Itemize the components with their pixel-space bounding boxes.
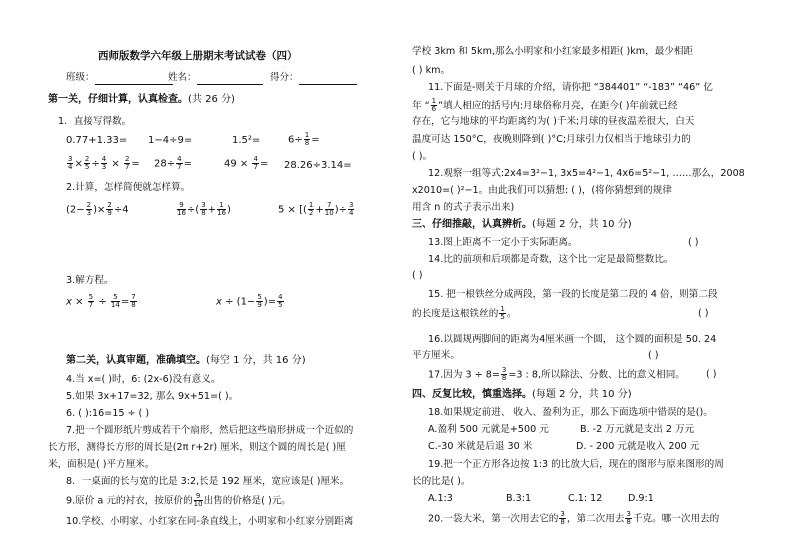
q18-option-d: D. - 200 元就是收入 200 元 <box>576 441 700 452</box>
q11-line-3: 存在，它与地球的平均距离约为( )千米;月球的昼夜温差很大，白天 <box>412 116 695 127</box>
section-4-heading: 四、反复比较，慎重选择。(每题 2 分，共 10 分) <box>412 389 632 400</box>
q11-line-5: ( )。 <box>412 151 433 162</box>
q2-expr-2: $\frac{9}{16}$ ÷( $\frac{3}{8}$ + $\frac{1}{16}$ ) <box>177 201 231 217</box>
q3-equation-a: x × $\frac{5}{7}$ ÷ $\frac{5}{14}$ = $\frac{7}{8}$ <box>66 293 136 309</box>
q13: 13.图上距离不一定小于实际距离。 <box>428 237 578 248</box>
q10-line-3: ( ) km。 <box>412 65 451 76</box>
q7-line-1: 7.把一个圆形纸片剪成若干个扇形，然后把这些扇形拼成一个近似的 <box>66 425 354 436</box>
q12-line-3: 用含 n 的式子表示出来) <box>412 202 515 213</box>
score-field: 得分： <box>270 72 357 85</box>
q19-line-1: 19.把一个正方形各边按 1:3 的比放大后，现在的图形与原来图形的周 <box>428 459 724 470</box>
q11-line-4: 温度可达 150°C，夜晚则降到( )°C;月球引力仅相当于地球引力的 <box>412 134 691 145</box>
q16-answer-blank: ( ) <box>648 350 659 361</box>
q2-label: 2.计算，怎样简便就怎样算。 <box>66 182 191 193</box>
q19-line-2: 长的比是( )。 <box>412 476 471 487</box>
q7-line-2: 长方形，测得长方形的周长是(2π r+2r) 厘米，则这个圆的周长是( )厘 <box>48 442 346 453</box>
q2-expr-1: (2− $\frac{2}{3}$ )× $\frac{2}{9}$ ÷4 <box>66 201 129 217</box>
q1-item-5: $\frac{3}{4}$ × $\frac{2}{5}$ ÷ $\frac{4}{3}$ × $\frac{2}{7}$ = <box>68 155 140 171</box>
q3-label: 3.解方程。 <box>66 275 114 286</box>
q2-expr-3: 5 × [( $\frac{1}{2}$ + $\frac{7}{10}$ )÷ $\frac{3}{4}$ <box>278 201 354 217</box>
q1-item-6: 28÷ $\frac{4}{7}$ = <box>154 155 192 171</box>
q17: 17.因为 3 ÷ 8= $\frac{3}{8}$ =3 : 8,所以除法、分数、比的意义相同。 <box>428 366 685 382</box>
q8: 8．一桌面的长与宽的比是 3:2,长是 192 厘米，宽应该是( )厘米。 <box>66 476 350 487</box>
name-field: 姓名： <box>168 72 263 85</box>
q18-option-a: A.盈利 500 元就是+500 元 <box>428 424 549 435</box>
q19-option-c: C.1: 12 <box>568 493 603 504</box>
q7-line-3: 米，面积是( )平方厘米。 <box>48 459 155 470</box>
q3-equation-b: x ÷ (1− $\frac{5}{9}$ )= $\frac{4}{5}$ <box>216 293 283 309</box>
q1-label: 1．直接写得数。 <box>58 116 132 127</box>
q1-item-3: 1.5²= <box>232 135 261 146</box>
q16-line-1: 16.以圆规两脚间的距离为4厘米画一个圆， 这个圆的面积是 50. 24 <box>428 334 717 345</box>
section-3-heading: 三、仔细推敲，认真辨析。(每题 2 分，共 10 分) <box>412 219 632 230</box>
q18-option-b: B. -2 万元就是支出 2 万元 <box>580 424 695 435</box>
q20: 20.一袋大米，第一次用去它的 $\frac{3}{8}$ ，第二次用去 $\frac{3}{8}$ 千克。哪一次用去的 <box>428 510 720 526</box>
q19-option-d: D.9:1 <box>628 493 654 504</box>
q1-item-1: 0.77+1.33= <box>66 135 128 146</box>
q12-line-2: x2010=( )²−1。由此我们可以猜想: ( )，(将你猜想到的规律 <box>412 185 672 196</box>
q19-option-a: A.1:3 <box>428 493 453 504</box>
exam-title: 西师版数学六年级上册期末考试试卷（四） <box>98 50 298 62</box>
q19-option-b: B.3:1 <box>506 493 532 504</box>
q18: 18.如果规定前进、 收入、盈利为正，那么下面选项中错误的是()。 <box>428 407 713 418</box>
q6: 6. ( ):16=15 ÷ ( ) <box>66 408 150 419</box>
q1-item-2: 1−4÷9= <box>148 135 193 146</box>
q17-answer-blank: ( ) <box>706 369 717 380</box>
q1-item-7: 49 × $\frac{4}{7}$ = <box>224 155 269 171</box>
q1-item-4: 6÷ $\frac{1}{8}$ = <box>288 131 320 147</box>
q15-line-1: 15. 把一根铁丝分成两段，第一段的长度是第二段的 4 倍，则第二段 <box>428 289 718 300</box>
q1-item-8: 28.26÷3.14= <box>284 160 352 171</box>
q14-line-2: ( ) <box>412 270 423 281</box>
q15-line-2: 的长度是这根铁丝的 $\frac{1}{5}$ 。 <box>412 305 517 321</box>
q16-line-2: 平方厘米。 <box>412 350 460 361</box>
q4: 4.当 x=( )时，6: (2x-6)没有意义。 <box>66 374 221 385</box>
q5: 5.如果 3x+17=32, 那么 9x+51=( )。 <box>66 391 239 402</box>
q11-line-2: 年 “ $\frac{1}{6}$ ”填人相应的括号内:月球俗称月亮，在距今( )年前就已经 <box>412 97 678 113</box>
q11-line-1: 11.下面是-则关于月球的介绍，请你把 “384401” “-183” “46” 亿 <box>428 82 713 93</box>
q9: 9.原价 a 元的衬衣，按原价的 $\frac{9}{10}$ 出售的价格是( )元。 <box>66 492 291 508</box>
q10-line-2: 学校 3km 和 5km,那么小明家和小红家最多相距( )km，最少相距 <box>412 46 694 57</box>
class-field: 班级： <box>66 72 173 85</box>
q12-line-1: 12.观察一组等式:2x4=3²−1, 3x5=4²−1, 4x6=5²−1, ……那么，2008 <box>428 168 745 179</box>
q14-line-1: 14.比的前项和后项都是奇数，这个比一定是最简整数比。 <box>428 254 674 265</box>
q13-answer-blank: ( ) <box>688 237 699 248</box>
section-2-heading: 第二关，认真审题，准确填空。(每空 1 分，共 16 分) <box>66 355 306 366</box>
q15-answer-blank: ( ) <box>698 308 709 319</box>
section-1-heading: 第一关，仔细计算，认真检查。(共 26 分) <box>48 94 235 105</box>
q18-option-c: C.-30 米就是后退 30 米 <box>428 441 533 452</box>
q10-line-1: 10.学校、小明家、小红家在同-条直线上，小明家和小红家分别距离 <box>66 516 354 527</box>
